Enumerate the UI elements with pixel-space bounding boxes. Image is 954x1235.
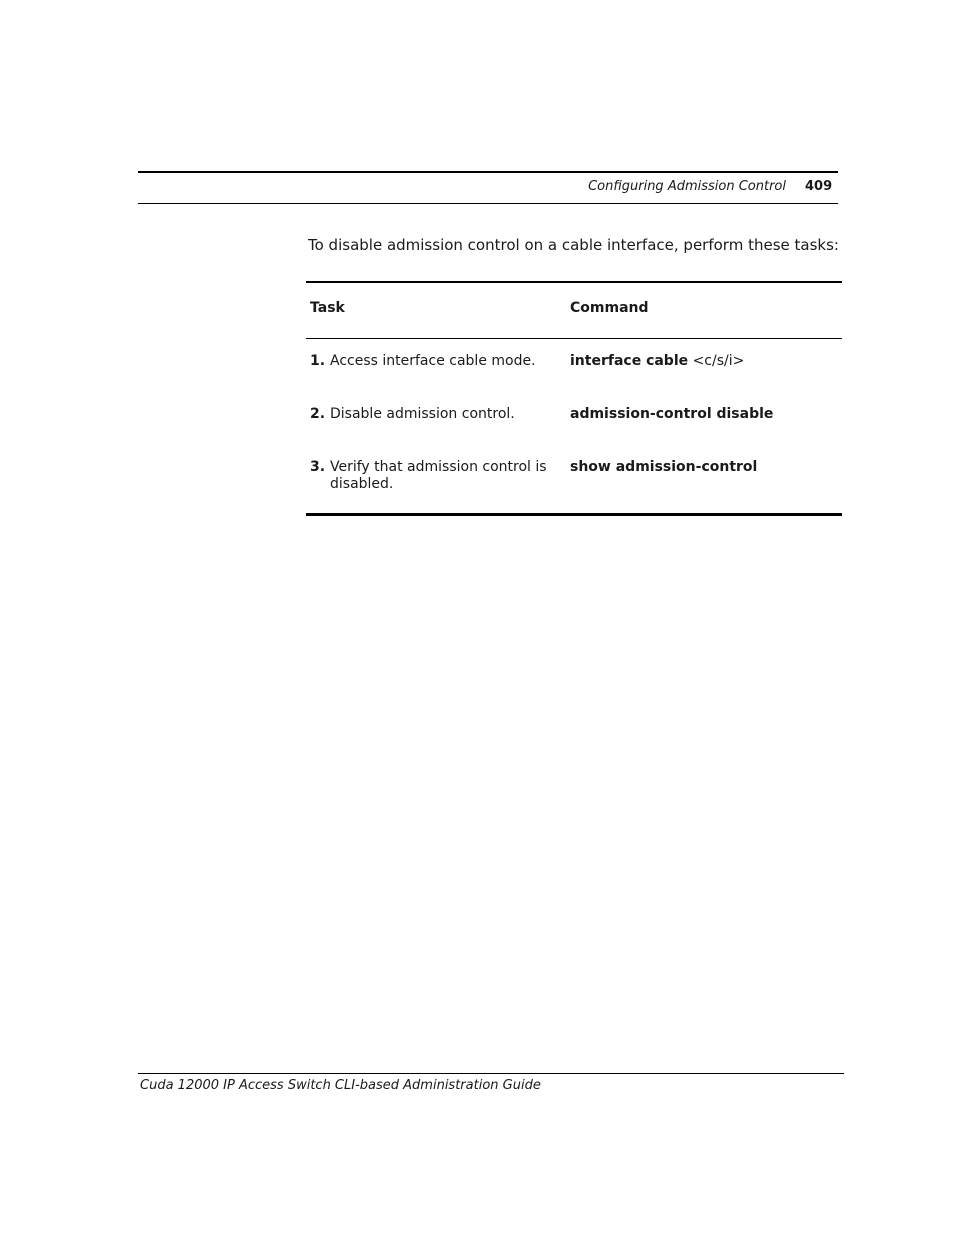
footer-rule — [138, 1073, 844, 1074]
command-keyword: admission-control disable — [570, 406, 774, 422]
column-header-command: Command — [570, 300, 649, 316]
table-top-rule — [306, 281, 842, 283]
page-number: 409 — [805, 179, 833, 194]
header-bottom-rule — [138, 203, 838, 204]
step-number: 1. — [310, 353, 326, 369]
task-text: Verify that admission control is disabled. — [330, 459, 547, 492]
table-bottom-rule — [306, 513, 842, 516]
column-header-task: Task — [310, 300, 345, 316]
task-text: Disable admission control. — [330, 406, 515, 422]
table-header-rule — [306, 338, 842, 339]
task-text: Access interface cable mode. — [330, 353, 536, 369]
command-text — [570, 353, 744, 369]
command-argument: <c/s/i> — [688, 353, 745, 369]
command-keyword: show admission-control — [570, 459, 758, 475]
header-top-rule — [138, 171, 838, 173]
step-number: 3. — [310, 459, 326, 475]
step-number: 2. — [310, 406, 326, 422]
footer-book-title: Cuda 12000 IP Access Switch CLI-based Administration Guide — [140, 1078, 541, 1093]
command-keyword: interface cable — [570, 353, 689, 369]
command-text — [570, 406, 773, 422]
running-header-title: Configuring Admission Control — [588, 179, 786, 194]
command-text — [570, 459, 757, 475]
intro-paragraph: To disable admission control on a cable interface, perform these tasks: — [308, 236, 839, 254]
